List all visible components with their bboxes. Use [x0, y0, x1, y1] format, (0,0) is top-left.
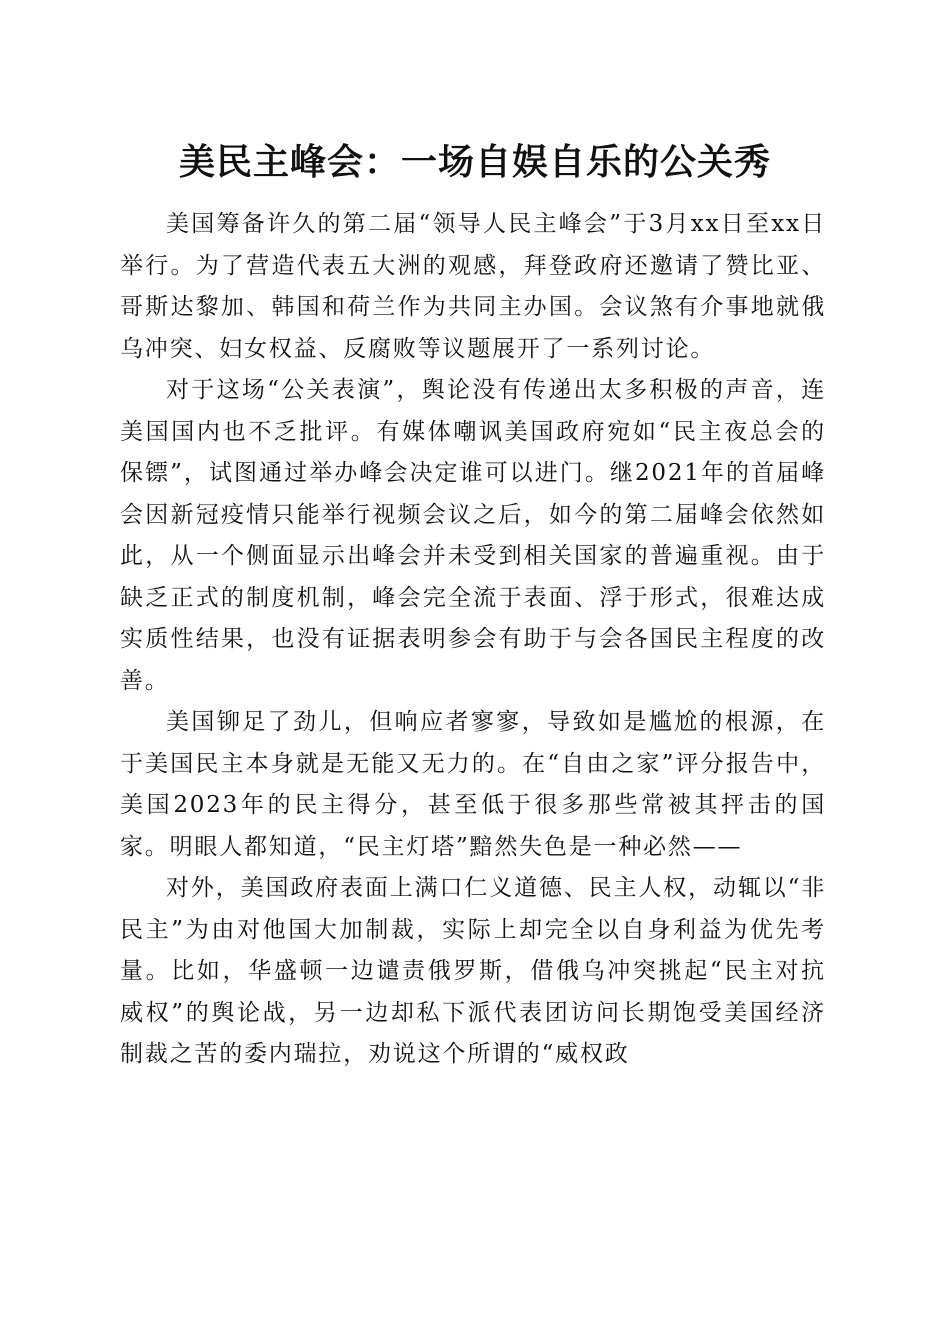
- paragraph-2: 对于这场“公关表演”，舆论没有传递出太多积极的声音，连美国国内也不乏批评。有媒体嘲讽美国政府宛如“民主夜总会的保镖”，试图通过举办峰会决定谁可以进门。继2021年的首届峰会因新冠疫情只能举行视频会议之后，如今的第二届峰会依然如此，从一个侧面显示出峰会并未受到相关国家的普遍重视。由于缺乏正式的制度机制，峰会完全流于表面、浮于形式，很难达成实质性结果，也没有证据表明参会有助于与会各国民主程度的改善。: [120, 377, 826, 694]
- document-title: 美民主峰会：一场自娱自乐的公关秀: [178, 141, 771, 183]
- paragraph-4: 对外，美国政府表面上满口仁义道德、民主人权，动辄以“非民主”为由对他国大加制裁，实际上却完全以自身利益为优先考量。比如，华盛顿一边谴责俄罗斯，借俄乌冲突挑起“民主对抗威权”的舆论战，另一边却私下派代表团访问长期饱受美国经济制裁之苦的委内瑞拉，劝说这个所谓的“威权政: [120, 875, 826, 1067]
- document-body: [120, 204, 826, 1076]
- paragraph-3: 美国铆足了劲儿，但响应者寥寥，导致如是尴尬的根源，在于美国民主本身就是无能又无力的。在“自由之家”评分报告中，美国2023年的民主得分，甚至低于很多那些常被其抨击的国家。明眼人都知道，“民主灯塔”黯然失色是一种必然——: [120, 709, 826, 860]
- paragraph-1: 美国筹备许久的第二届“领导人民主峰会”于3月xx日至xx日举行。为了营造代表五大洲的观感，拜登政府还邀请了赞比亚、哥斯达黎加、韩国和荷兰作为共同主办国。会议煞有介事地就俄乌冲突、妇女权益、反腐败等议题展开了一系列讨论。: [120, 211, 826, 362]
